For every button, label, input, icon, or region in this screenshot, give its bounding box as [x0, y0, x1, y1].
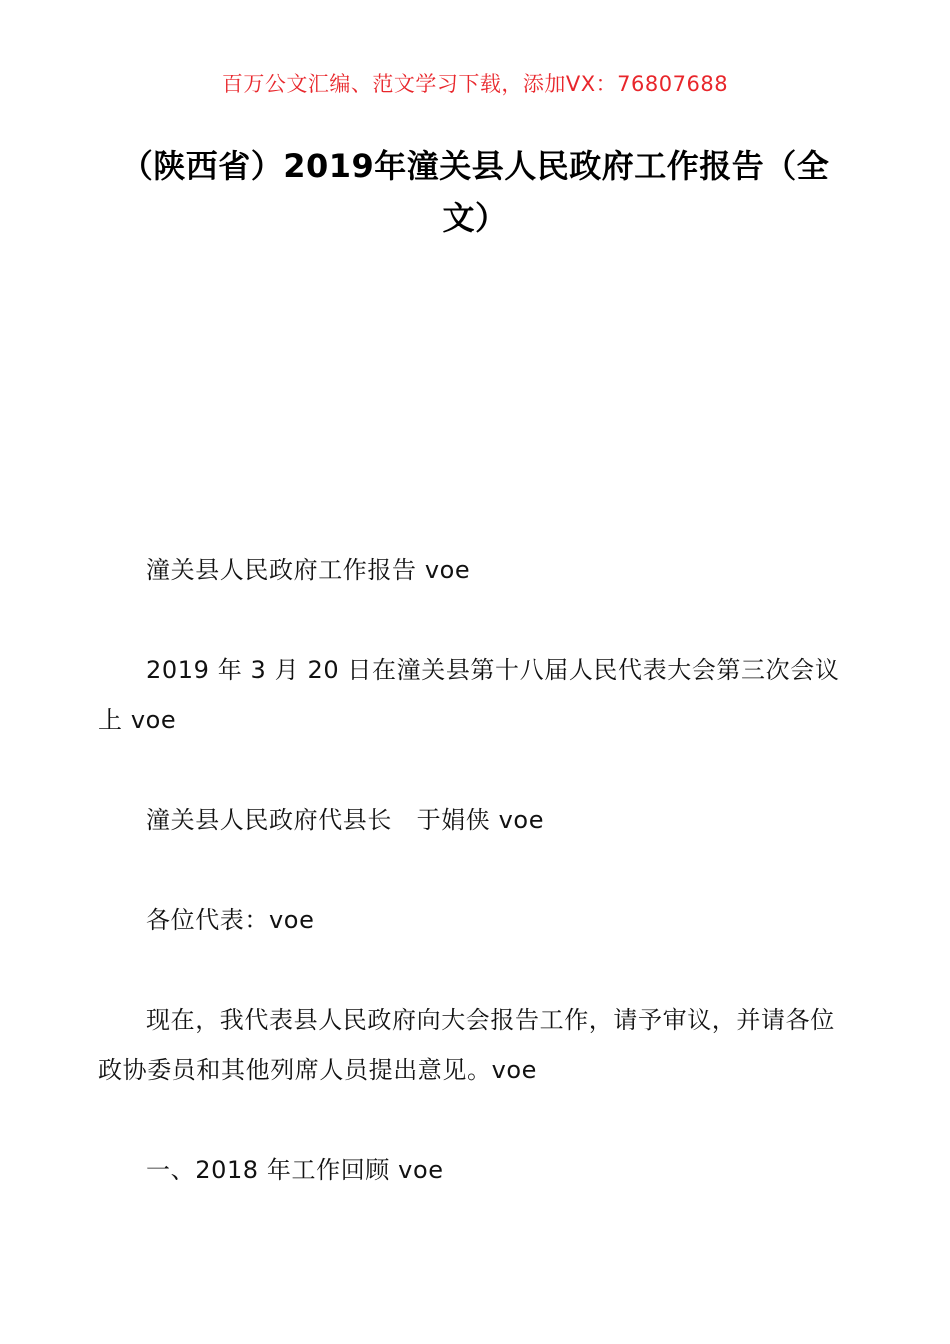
paragraph: 2019 年 3 月 20 日在潼关县第十八届人民代表大会第三次会议上 voe — [98, 656, 840, 734]
paragraph: 一、2018 年工作回顾 voe — [146, 1156, 444, 1184]
paragraph: 各位代表：voe — [146, 906, 315, 934]
paragraph: 潼关县人民政府工作报告 voe — [146, 556, 471, 584]
watermark-text: 百万公文汇编、范文学习下载，添加VX：76807688 — [221, 72, 729, 96]
page-title: （陕西省）2019年潼关县人民政府工作报告（全文） — [120, 147, 830, 237]
paragraph: 潼关县人民政府代县长 于娟侠 voe — [146, 806, 545, 834]
paragraph: 现在，我代表县人民政府向大会报告工作，请予审议，并请各位政协委员和其他列席人员提出意见。voe — [98, 1006, 835, 1084]
document-body — [98, 545, 858, 1195]
